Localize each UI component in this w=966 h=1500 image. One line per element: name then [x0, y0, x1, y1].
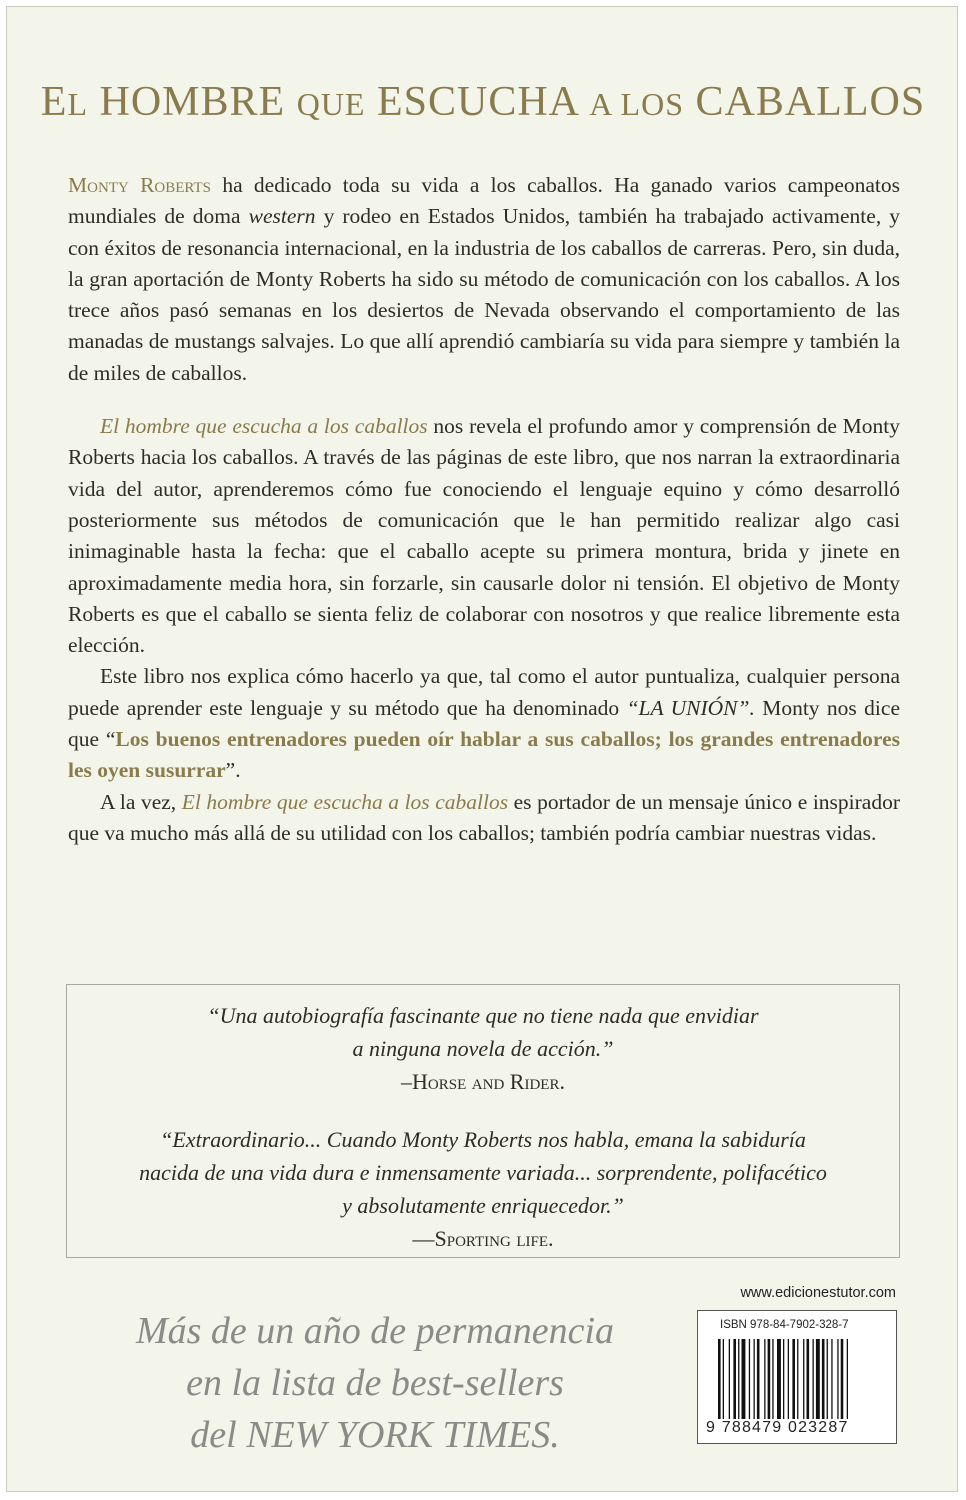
publisher-website: www.edicionestutor.com: [740, 1285, 896, 1301]
review-source: —Sporting life.: [412, 1226, 554, 1251]
review-quotes-box: [66, 984, 900, 1258]
paragraph-4: A la vez, El hombre que escucha a los caballos es portador de un mensaje único e inspirador que va mucho más allá de su utilidad con los caballos; también podría cambiar nuestras vidas.: [68, 789, 900, 845]
synopsis: [68, 170, 900, 849]
barcode: [718, 1339, 878, 1425]
book-title-inline: El hombre que escucha a los caballos: [181, 789, 509, 814]
paragraph-2: El hombre que escucha a los caballos nos revela el profundo amor y comprensión de Monty Roberts hacia los caballos. A través de las páginas de este libro, que nos narran la extraordinaria vida del autor, aprenderemos cómo fue conociendo el lenguaje equino y cómo desarrolló posteriormente sus métodos de comunicación que le han permitido realizar algo casi inimaginable hasta la fecha: que el caballo acepte su primera montura, brida y jinete en aproximadamente media hora, sin forzarle, sin causarle dolor ni tensión. El objetivo de Monty Roberts es que el caballo se sienta feliz de colaborar con nosotros y que realice libremente esta elección.: [68, 414, 900, 658]
highlight-quote: Los buenos entrenadores pueden oír hablar a sus caballos; los grandes entrenadores les oyen susurrar: [68, 727, 900, 783]
paragraph-1: Monty Roberts ha dedicado toda su vida a los caballos. Ha ganado varios campeonatos mundiales de doma western y rodeo en Estados Unidos, también ha trabajado activamente, y con éxitos de resonancia internacional, en la industria de los caballos de carreras. Pero, sin duda, la gran aportación de Monty Roberts ha sido su método de comunicación con los caballos. A los trece años pasó semanas en los desiertos de Nevada observando el comportamiento de las manadas de mustangs salvajes. Lo que allí aprendió cambiaría su vida para siempre y también la de miles de caballos.: [68, 173, 901, 385]
ean-number: 9 788479 023287: [706, 1419, 890, 1437]
review-quote-2: “Extraordinario... Cuando Monty Roberts nos habla, emana la sabiduría nacida de una vida dura e inmensamente variada... sorprendente, polifacético y absolutamente enriquecedor.” —Sporting life.: [67, 1123, 899, 1255]
author-name: Monty Roberts: [68, 173, 212, 197]
review-quote-1: “Una autobiografía fascinante que no tiene nada que envidiar a ninguna novela de acción.” –Horse and Rider.: [67, 999, 899, 1098]
barcode-label: [697, 1310, 897, 1444]
isbn-number: ISBN 978-84-7902-328-7: [720, 1319, 849, 1331]
bestseller-blurb: Más de un año de permanencia en la lista de best-sellers del NEW YORK TIMES.: [135, 1310, 615, 1456]
book-title-inline: El hombre que escucha a los caballos: [100, 414, 428, 439]
paragraph-3: Este libro nos explica cómo hacerlo ya que, tal como el autor puntualiza, cualquier persona puede aprender este lenguaje y su método que ha denominado “LA UNIÓN”. Monty nos dice que “Los buenos entrenadores pueden oír hablar a sus caballos; los grandes entrenadores les oyen susurrar”.: [68, 664, 900, 783]
review-source: –Horse and Rider.: [401, 1069, 565, 1094]
book-title: EL HOMBRE QUE ESCUCHA A LOS CABALLOS: [40, 79, 926, 125]
